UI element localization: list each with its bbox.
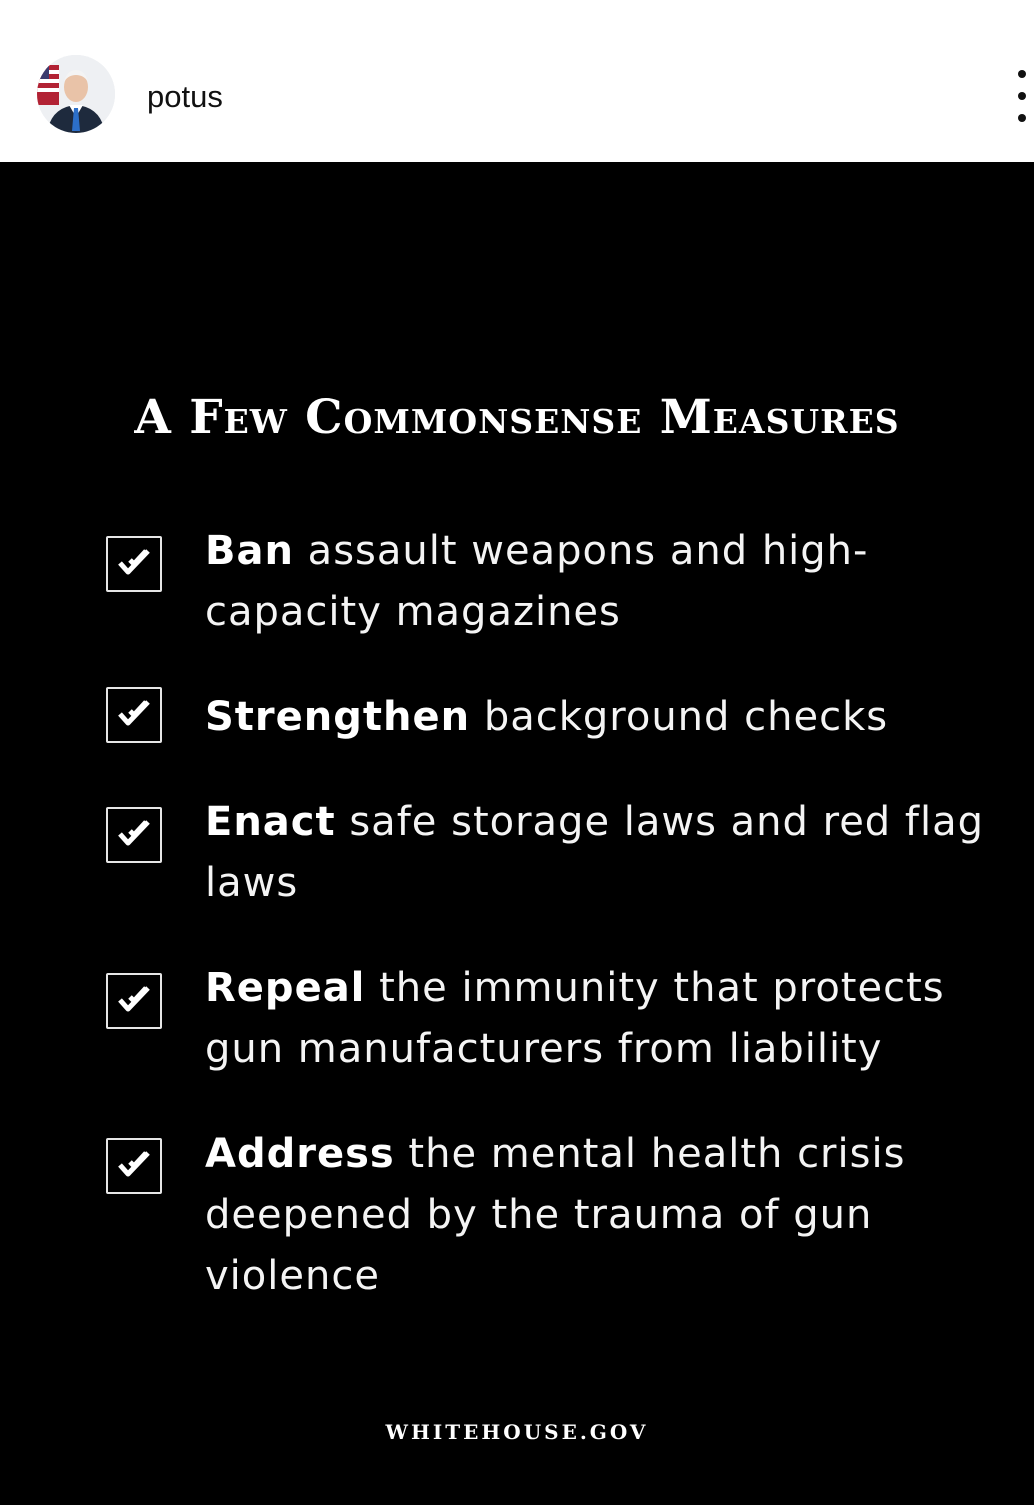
checkbox — [106, 687, 162, 743]
post-title: A Few Commonsense Measures — [134, 390, 900, 445]
item-text — [205, 521, 1020, 643]
double-check-icon — [117, 1149, 151, 1183]
item-text — [205, 687, 1020, 748]
item-text — [205, 1124, 1020, 1307]
checkbox — [106, 807, 162, 863]
item-text — [205, 958, 1020, 1080]
more-vertical-icon[interactable] — [1005, 70, 1034, 122]
double-check-icon — [117, 698, 151, 732]
item-description: assault weapons and high-capacity magazines — [205, 528, 869, 635]
item-verb: Enact — [205, 799, 336, 845]
item-verb: Strengthen — [205, 694, 471, 740]
checkbox — [106, 1138, 162, 1194]
checkbox — [106, 973, 162, 1029]
item-description: background checks — [470, 694, 889, 740]
item-text — [205, 792, 1020, 914]
checkbox — [106, 536, 162, 592]
item-verb: Ban — [205, 528, 294, 574]
item-verb: Repeal — [205, 965, 366, 1011]
item-verb: Address — [205, 1131, 395, 1177]
avatar[interactable] — [37, 55, 115, 133]
item-description: safe storage laws and red flag laws — [205, 799, 985, 906]
post-header — [0, 0, 1034, 162]
username[interactable]: potus — [147, 79, 223, 114]
double-check-icon — [117, 818, 151, 852]
post-image — [0, 162, 1034, 1505]
avatar-image — [37, 55, 115, 133]
item-description: the immunity that protects gun manufacturers from liability — [205, 965, 945, 1072]
footer-url: WHITEHOUSE.GOV — [385, 1420, 649, 1444]
double-check-icon — [117, 547, 151, 581]
double-check-icon — [117, 984, 151, 1018]
item-description: the mental health crisis deepened by the trauma of gun violence — [205, 1131, 906, 1299]
